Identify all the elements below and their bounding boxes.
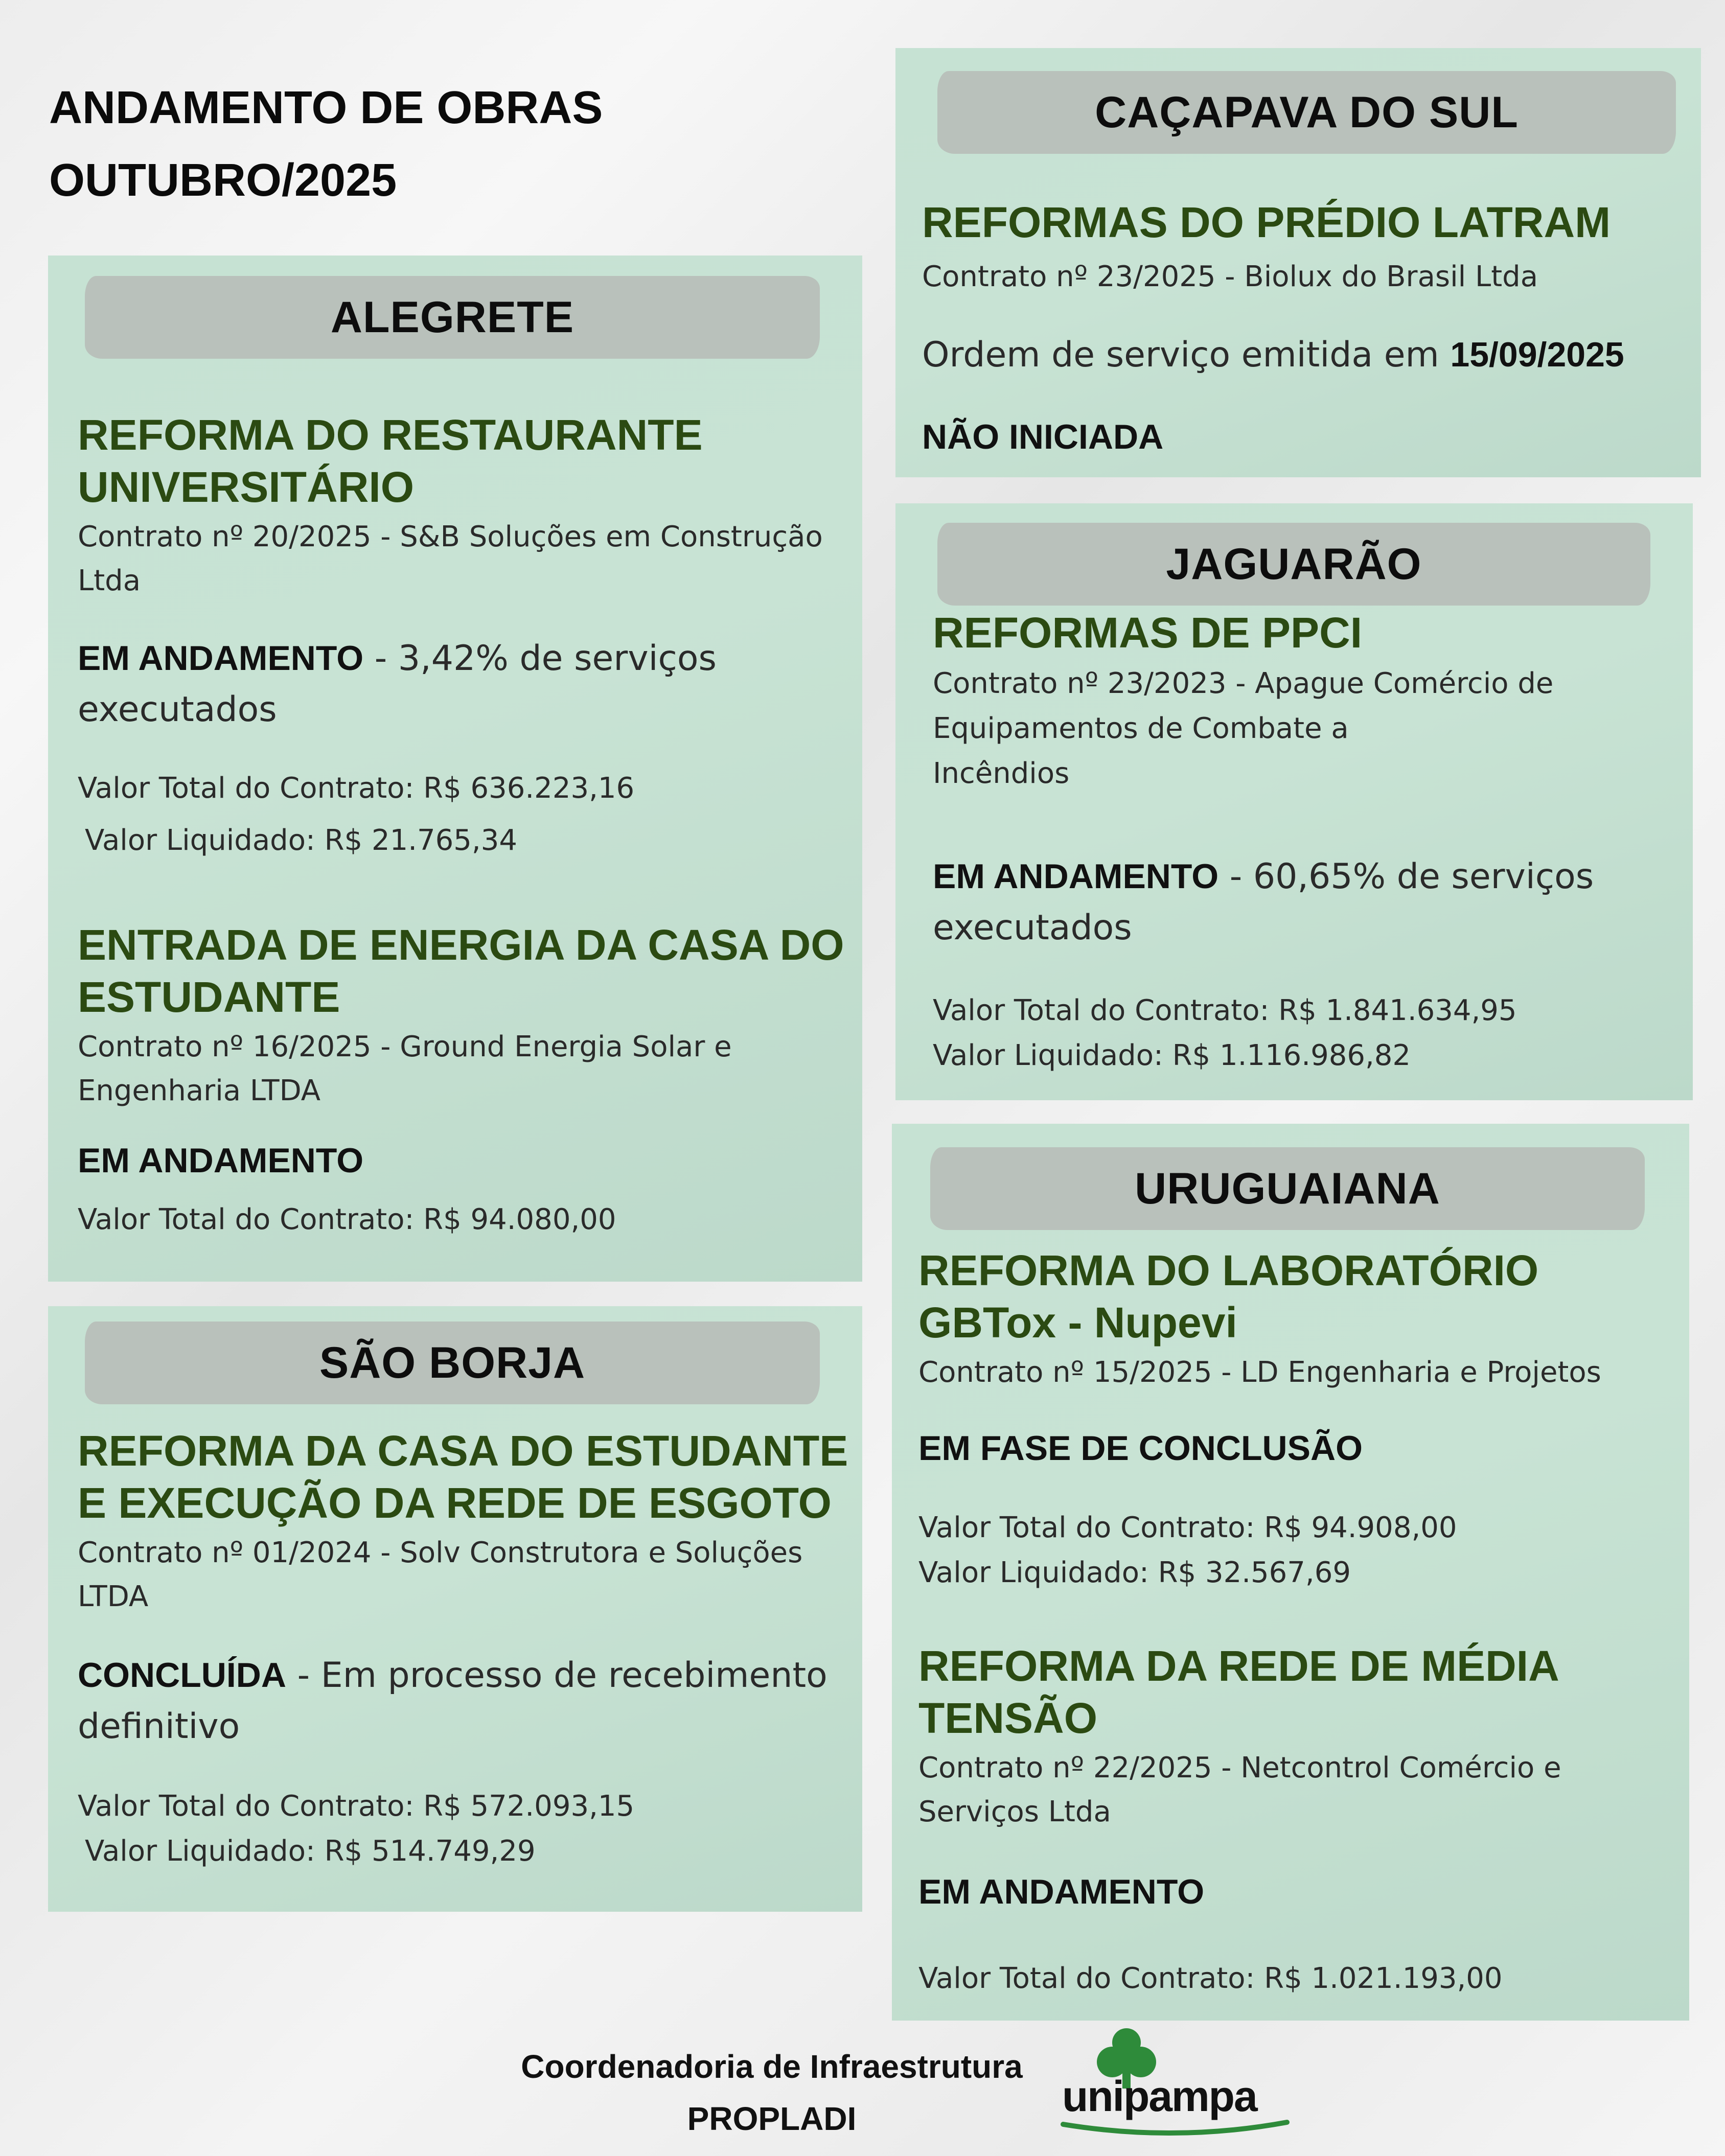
status-detail: - Em processo de recebimento definitivo bbox=[78, 1655, 827, 1747]
paid-value: Valor Liquidado: R$ 32.567,69 bbox=[918, 1556, 1351, 1589]
page-title bbox=[49, 72, 603, 217]
contract-info: Contrato nº 20/2025 - S&B Soluções em Construção Ltda bbox=[78, 520, 823, 597]
footer-dept: PROPLADI bbox=[687, 2100, 857, 2137]
project-title: REFORMA DO RESTAURANTE UNIVERSITÁRIO bbox=[78, 411, 703, 511]
status-label: CONCLUÍDA bbox=[78, 1656, 286, 1695]
contract-info: Contrato nº 15/2025 - LD Engenharia e Projetos bbox=[918, 1356, 1601, 1389]
project-title: REFORMA DA REDE DE MÉDIA TENSÃO bbox=[918, 1642, 1558, 1742]
logo-text: unipampa bbox=[1062, 2072, 1257, 2120]
contract-info: Contrato nº 01/2024 - Solv Construtora e Soluções LTDA bbox=[78, 1536, 803, 1613]
contract-info: Contrato nº 22/2025 - Netcontrol Comércio e Serviços Ltda bbox=[918, 1751, 1561, 1828]
total-value: Valor Total do Contrato: R$ 1.021.193,00 bbox=[918, 1962, 1503, 1995]
contract-line: Contrato nº 23/2023 - Apague Comércio de bbox=[933, 667, 1554, 700]
project-title: ENTRADA DE ENERGIA DA CASA DO ESTUDANTE bbox=[78, 921, 844, 1021]
total-value: Valor Total do Contrato: R$ 572.093,15 bbox=[78, 1790, 635, 1823]
status-label: NÃO INICIADA bbox=[922, 418, 1164, 456]
project-title: REFORMAS DE PPCI bbox=[933, 609, 1363, 657]
card-alegrete bbox=[48, 256, 862, 1282]
status-label: EM ANDAMENTO bbox=[918, 1872, 1205, 1911]
city-banner-alegrete: ALEGRETE bbox=[85, 276, 820, 359]
project-title: REFORMA DA CASA DO ESTUDANTE E EXECUÇÃO DA REDE DE ESGOTO bbox=[78, 1427, 848, 1527]
city-banner-cacapava-do-sul: CAÇAPAVA DO SUL bbox=[937, 71, 1676, 154]
status-detail: - 3,42% de serviços executados bbox=[78, 638, 717, 730]
status-text bbox=[933, 851, 1669, 954]
card-sao-borja bbox=[48, 1306, 862, 1912]
page-title-line2: OUTUBRO/2025 bbox=[49, 155, 397, 206]
city-banner-jaguarao: JAGUARÃO bbox=[937, 523, 1650, 606]
paid-value: Valor Liquidado: R$ 21.765,34 bbox=[85, 824, 517, 857]
card-cacapava-do-sul bbox=[895, 48, 1701, 477]
total-value: Valor Total do Contrato: R$ 94.908,00 bbox=[918, 1511, 1457, 1544]
service-order-date: 15/09/2025 bbox=[1450, 335, 1624, 374]
status-label: EM ANDAMENTO bbox=[78, 1141, 364, 1180]
paid-value: Valor Liquidado: R$ 1.116.986,82 bbox=[933, 1039, 1411, 1072]
contract-line: Incêndios bbox=[933, 757, 1070, 790]
contract-info: Contrato nº 16/2025 - Ground Energia Solar e Engenharia LTDA bbox=[78, 1030, 732, 1107]
status-label: EM ANDAMENTO bbox=[933, 857, 1219, 896]
status-text bbox=[78, 1650, 855, 1752]
unipampa-logo-graphic bbox=[1058, 2026, 1293, 2139]
total-value: Valor Total do Contrato: R$ 636.223,16 bbox=[78, 772, 635, 805]
service-order-text: Ordem de serviço emitida em bbox=[922, 335, 1451, 375]
status-label: EM FASE DE CONCLUSÃO bbox=[918, 1429, 1363, 1468]
status-text bbox=[78, 633, 844, 735]
card-uruguaiana bbox=[892, 1124, 1689, 2021]
unipampa-logo bbox=[1058, 2026, 1293, 2139]
city-banner-sao-borja: SÃO BORJA bbox=[85, 1322, 820, 1404]
total-value: Valor Total do Contrato: R$ 94.080,00 bbox=[78, 1203, 616, 1236]
project-title: REFORMAS DO PRÉDIO LATRAM bbox=[922, 198, 1611, 246]
project-title: REFORMA DO LABORATÓRIO GBTox - Nupevi bbox=[918, 1246, 1539, 1347]
paid-value: Valor Liquidado: R$ 514.749,29 bbox=[85, 1835, 536, 1868]
contract-line: Equipamentos de Combate a bbox=[933, 712, 1349, 745]
status-detail: - 60,65% de serviços executados bbox=[933, 856, 1594, 948]
contract-info: Contrato nº 23/2025 - Biolux do Brasil Ltda bbox=[922, 260, 1538, 293]
total-value: Valor Total do Contrato: R$ 1.841.634,95 bbox=[933, 994, 1517, 1027]
page-title-line1: ANDAMENTO DE OBRAS bbox=[49, 82, 603, 133]
footer-org: Coordenadoria de Infraestrutura bbox=[521, 2048, 1023, 2085]
city-banner-uruguaiana: URUGUAIANA bbox=[930, 1147, 1645, 1230]
card-jaguarao bbox=[895, 503, 1693, 1100]
status-label: EM ANDAMENTO bbox=[78, 639, 364, 678]
service-order bbox=[922, 329, 1699, 381]
